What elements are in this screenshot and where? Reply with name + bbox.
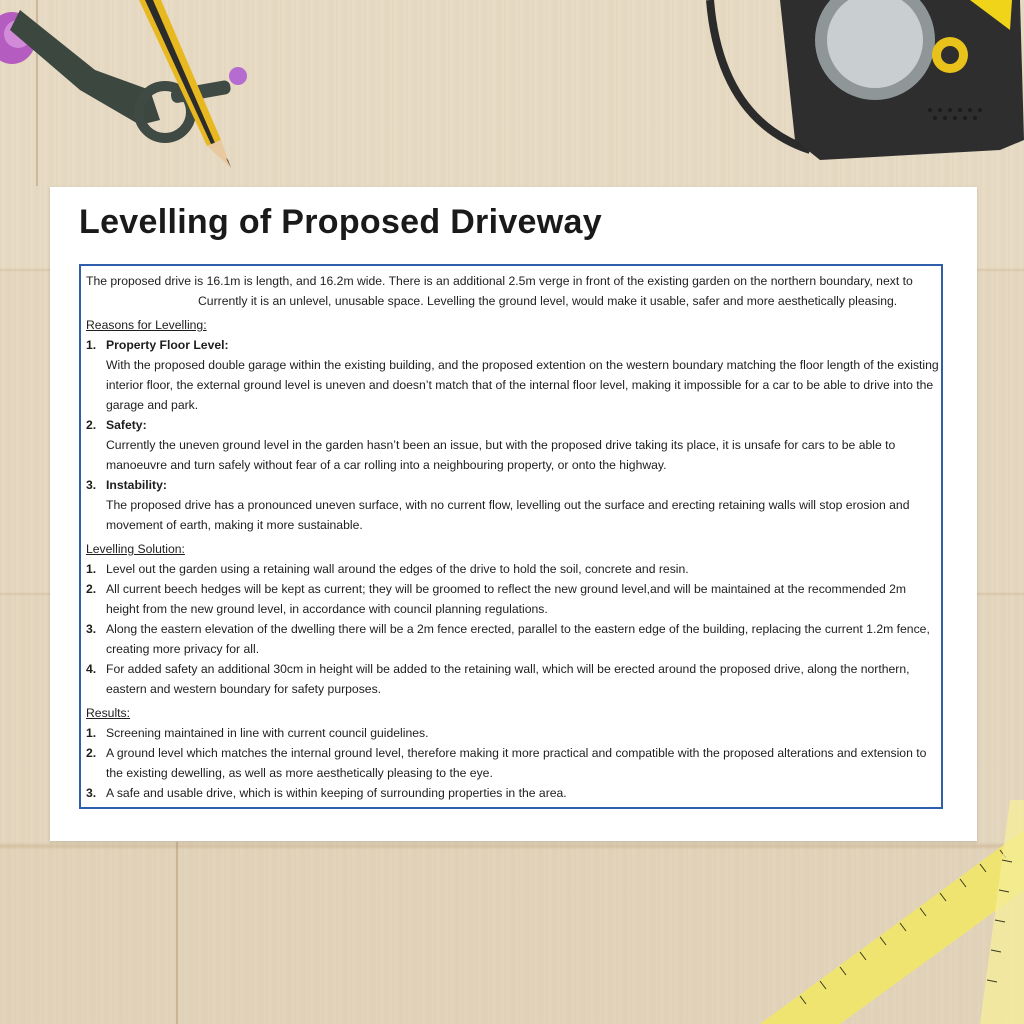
document-sheet <box>50 187 977 841</box>
list-item <box>86 335 941 415</box>
list-text: All current beech hedges will be kept as current; they will be groomed to reflect the new ground level,and will be maintained at the recommended 2m height from the new ground level, in accordance with council planning regulations. <box>106 582 907 616</box>
list-item <box>86 783 941 803</box>
solution-heading: Levelling Solution: <box>86 542 185 556</box>
list-text: For added safety an additional 30cm in height will be added to the retaining wall, which will be erected around the proposed drive, along the northern, eastern and western boundary for safety purposes. <box>106 662 910 696</box>
list-number: 2. <box>86 418 97 432</box>
list-text: A safe and usable drive, which is within keeping of surrounding properties in the area. <box>106 786 567 800</box>
list-item <box>86 559 941 579</box>
list-text: Level out the garden using a retaining wall around the edges of the drive to hold the soil, concrete and resin. <box>106 562 689 576</box>
list-number: 4. <box>86 662 97 676</box>
list-number: 3. <box>86 478 97 492</box>
reason-body: With the proposed double garage within the existing building, and the proposed extention on the western boundary matching the floor length of the existing interior floor, the external ground level is uneven and doesn’t match that of the internal floor level, making it impossible for a car to be able to drive into the garage and park. <box>106 358 939 412</box>
list-text: Screening maintained in line with current council guidelines. <box>106 726 429 740</box>
wood-seam <box>176 842 178 1024</box>
list-item <box>86 415 941 475</box>
reason-title: Instability: <box>106 478 167 492</box>
list-number: 1. <box>86 562 97 576</box>
list-item <box>86 475 941 535</box>
solution-list <box>86 559 941 699</box>
reason-body: Currently the uneven ground level in the garden hasn’t been an issue, but with the proposed drive taking its place, it is unsafe for cars to be able to manoeuvre and turn safely without fear of a car rolling into a neighbouring property, or onto the highway. <box>106 438 896 472</box>
reason-body: The proposed drive has a pronounced uneven surface, with no current flow, levelling out the surface and erecting retaining walls will stop erosion and movement of earth, making it more sustainable. <box>106 498 910 532</box>
reason-title: Property Floor Level: <box>106 338 229 352</box>
list-number: 2. <box>86 746 97 760</box>
page-title: Levelling of Proposed Driveway <box>79 203 602 241</box>
intro-text-part2: Currently it is an unlevel, unusable space. Levelling the ground level, would make it usable, safer and more aesthetically pleasing. <box>198 294 898 308</box>
list-item <box>86 619 941 659</box>
pencil-icon <box>135 0 245 175</box>
list-item <box>86 659 941 699</box>
results-list <box>86 723 941 803</box>
list-item <box>86 723 941 743</box>
reasons-list <box>86 335 941 535</box>
intro-text-part1: The proposed drive is 16.1m is length, and 16.2m wide. There is an additional 2.5m verge in front of the existing garden on the northern boundary, next to <box>86 274 913 288</box>
list-text: Along the eastern elevation of the dwelling there will be a 2m fence erected, parallel to the eastern edge of the building, replacing the current 1.2m fence, creating more privacy for all. <box>106 622 930 656</box>
reasons-heading: Reasons for Levelling: <box>86 318 207 332</box>
tape-measure-icon <box>700 0 1024 170</box>
list-number: 1. <box>86 338 97 352</box>
reason-title: Safety: <box>106 418 147 432</box>
intro-paragraph <box>86 271 941 311</box>
list-number: 3. <box>86 786 97 800</box>
list-item <box>86 743 941 783</box>
list-number: 1. <box>86 726 97 740</box>
list-number: 2. <box>86 582 97 596</box>
list-text: A ground level which matches the internal ground level, therefore making it more practical and compatible with the proposed alterations and extension to the existing dewelling, as well as more aesthetically pleasing to the eye. <box>106 746 927 780</box>
list-item <box>86 579 941 619</box>
content-box <box>79 264 943 809</box>
results-heading: Results: <box>86 706 131 720</box>
list-number: 3. <box>86 622 97 636</box>
